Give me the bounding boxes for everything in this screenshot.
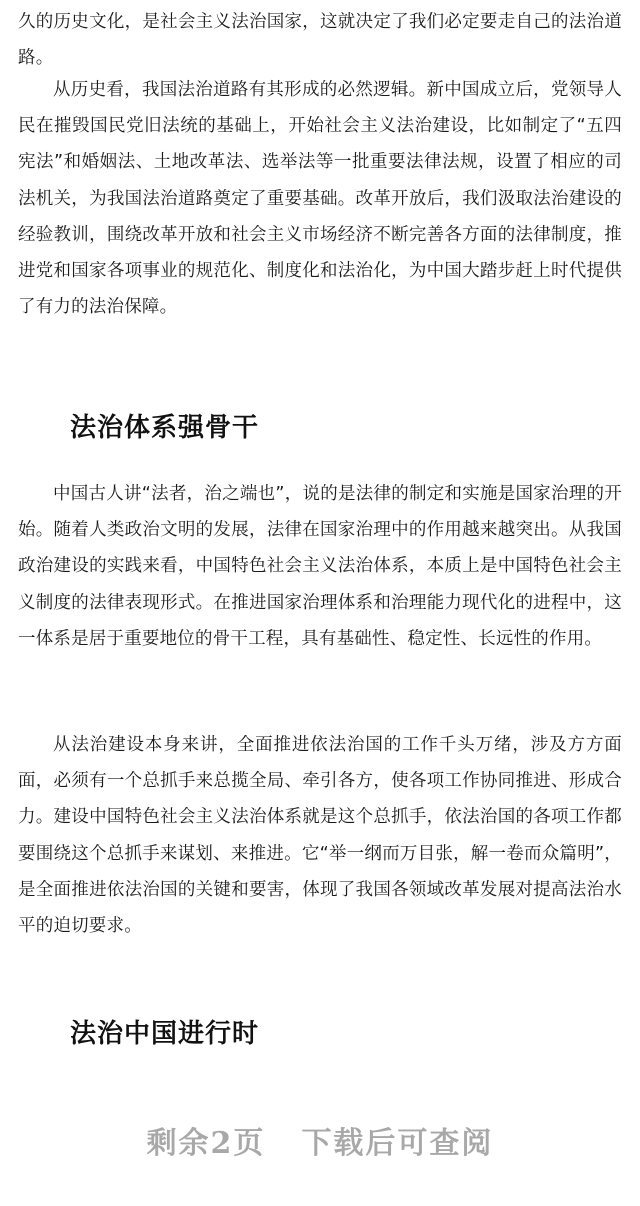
remaining-pages-label[interactable]: 剩余2页: [146, 1126, 266, 1161]
paragraph-continuation: 久的历史文化，是社会主义法治国家，这就决定了我们必定要走自己的法治道路。: [18, 12, 622, 69]
paragraph-ancient-saying: 中国古人讲“法者，治之端也”，说的是法律的制定和实施是国家治理的开始。随着人类政治文明的发展，法律在国家治理中的作用越来越突出。从我国政治建设的实践来看，中国特色社会主义法治体系，本质上是中国特色社会主义制度的法律表现形式。在推进国家治理体系和治理能力现代化的进程中，这一体系是居于重要地位的骨干工程，具有基础性、稳定性、长远性的作用。: [18, 484, 622, 649]
download-prompt[interactable]: [0, 1118, 640, 1162]
download-to-view-label[interactable]: 下载后可查阅: [301, 1126, 494, 1161]
section-heading-rule-of-law-china: 法治中国进行时: [70, 1019, 260, 1049]
paragraph-history: 从历史看，我国法治道路有其形成的必然逻辑。新中国成立后，党领导人民在摧毁国民党旧法统的基础上，开始社会主义法治建设，比如制定了“五四宪法”和婚姻法、土地改革法、选举法等一批重要法律法规，设置了相应的司法机关，为我国法治道路奠定了重要基础。改革开放后，我们汲取法治建设的经验教训，围绕改革开放和社会主义市场经济不断完善各方面的法律制度，推进党和国家各项事业的规范化、制度化和法治化，为中国大踏步赶上时代提供了有力的法治保障。: [18, 80, 622, 318]
paragraph-general-grip: 从法治建设本身来讲，全面推进依法治国的工作千头万绪，涉及方方面面，必须有一个总抓手来总揽全局、牵引各方，使各项工作协同推进、形成合力。建设中国特色社会主义法治体系就是这个总抓手，依法治国的各项工作都要围绕这个总抓手来谋划、来推进。它“举一纲而万目张，解一卷而众篇明”，是全面推进依法治国的关键和要害，体现了我国各领域改革发展对提高法治水平的迫切要求。: [18, 735, 622, 937]
section-heading-legal-system: 法治体系强骨干: [70, 413, 260, 443]
